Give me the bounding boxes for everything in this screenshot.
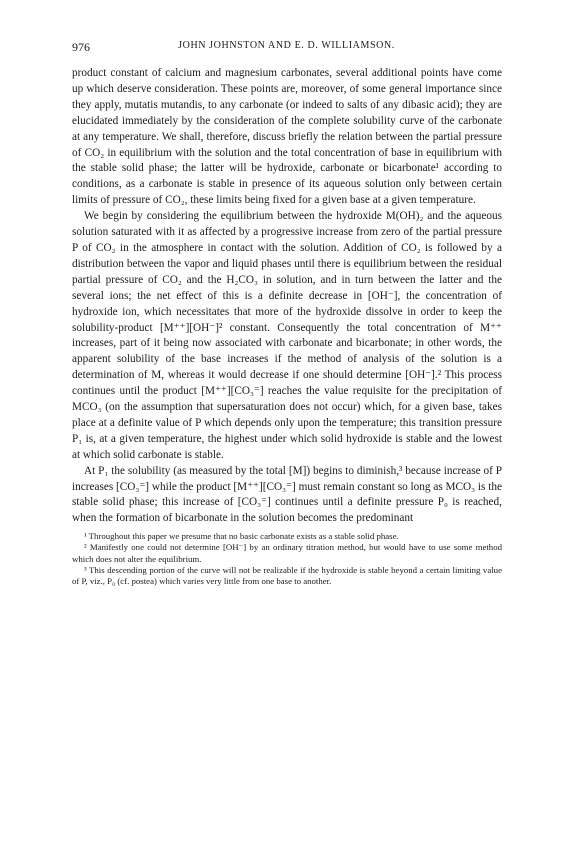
running-head: JOHN JOHNSTON AND E. D. WILLIAMSON. xyxy=(178,40,395,51)
paragraph-solubility-diminish: At P₁ the solubility (as measured by the total [M]) begins to diminish,³ because increase of P increases [CO₃⁼] while the product [M⁺⁺][CO₃⁼] must remain constant so long as MCO₃ is the stable solid phase; this increase of [CO₃⁼] continues until a definite pressure P₀ is reached, when the formation of bicarbonate in the solution becomes the predominant xyxy=(72,464,502,525)
footnotes xyxy=(72,531,502,587)
paragraph-hydroxide-equilibrium: We begin by considering the equilibrium between the hydroxide M(OH)₂ and the aqueous solution saturated with it as affected by a progressive increase from zero of the partial pressure P of CO₂ in the atmosphere in contact with the solution. Addition of CO₂ is followed by a distribution between the vapor and liquid phases until there is equilibrium between the residual partial pressure of CO₂ and the H₂CO₃ in solution, and in turn between the latter and the several ions; the net effect of this is a definite decrease in [OH⁻], the concentration of hydroxide ion, which necessitates that more of the hydroxide dissolve in order to keep the solubility-product [M⁺⁺][OH⁻]² constant. Consequently the total concentration of M⁺⁺ increases, part of it being now associated with carbonate and bicarbonate; in other words, the apparent solubility of the base increases if the method of analysis of the solution is a determination of M, whereas it would decrease if one should determine [OH⁻].² This process continues until the product [M⁺⁺][CO₃⁼] reaches the value requisite for the precipitation of MCO₃ (on the assumption that supersaturation does not occur) which, for a given base, takes place at a definite value of P which depends only upon the temperature; this transition pressure P₁ is, at a given temperature, the highest under which solid hydroxide is stable and the lowest at which solid carbonate is stable. xyxy=(72,210,502,461)
paragraph-continuation: product constant of calcium and magnesium carbonates, several additional points have come up which deserve consideration. These points are, moreover, of some general importance since they apply, mutatis mutandis, to any carbonate (or indeed to salts of any dibasic acid); they are elucidated immediately by the consideration of the complete solubility curve of the carbonate at any temperature. We shall, therefore, discuss briefly the relation between the partial pressure of CO₂ in equilibrium with the solution and the total concentration of base in equilibrium with the stable solid phase; the latter will be hydroxide, carbonate or bicarbonate¹ according to conditions, as a carbonate is stable in presence of its aqueous solution only between certain limits of pressure of CO₂, these limits being fixed for a given base at a given temperature. xyxy=(72,67,502,207)
article-body xyxy=(72,66,502,587)
footnote-2: ² Manifestly one could not determine [OH⁻] by an ordinary titration method, but would have to use some method which does not alter the equilibrium. xyxy=(72,542,502,564)
page-header xyxy=(72,40,501,56)
page-number: 976 xyxy=(72,40,90,54)
footnote-3: ³ This descending portion of the curve will not be realizable if the hydroxide is stable beyond a certain limiting value of P, viz., P₀ (cf. postea) which varies very little from one base to another. xyxy=(72,564,502,587)
footnote-1: ¹ Throughout this paper we presume that no basic carbonate exists as a stable solid phase. xyxy=(84,531,399,542)
